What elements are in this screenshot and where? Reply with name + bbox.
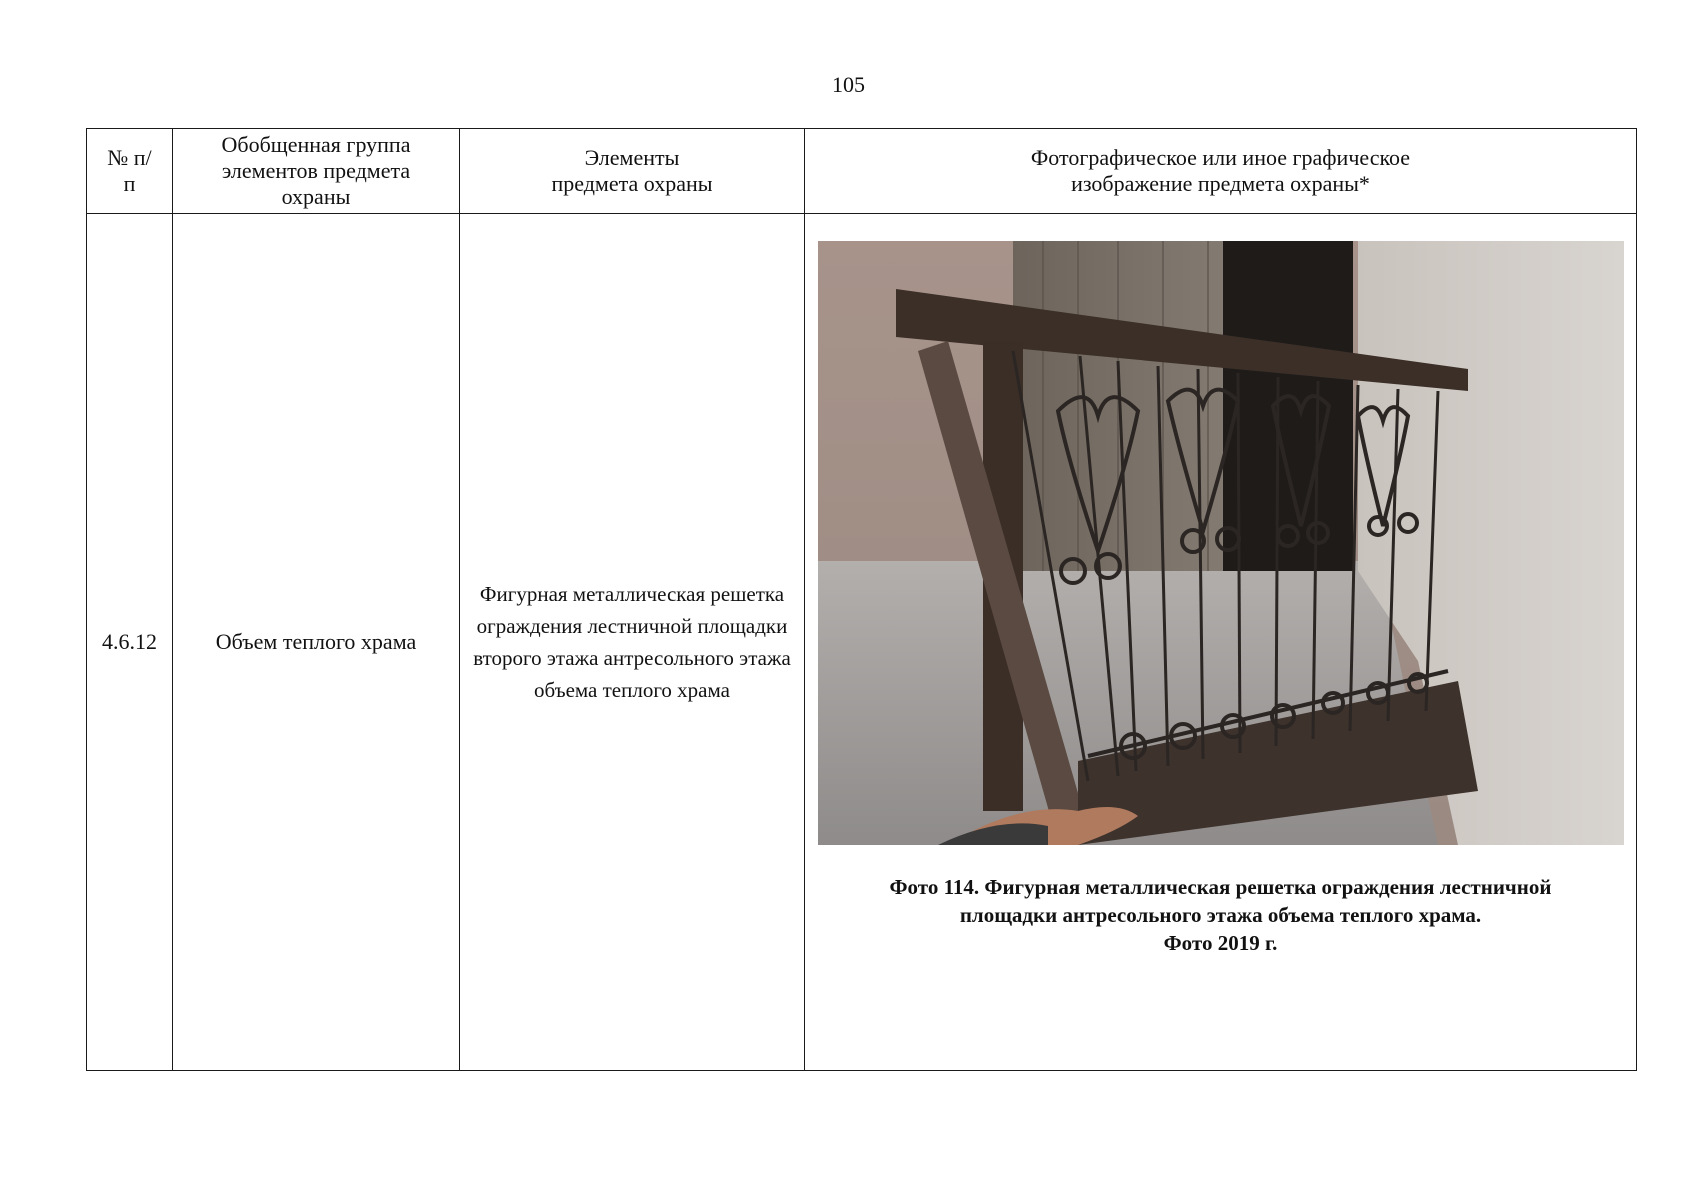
header-elements: Элементы предмета охраны	[460, 129, 805, 214]
railing-photo	[818, 241, 1624, 845]
photo-caption	[805, 873, 1636, 957]
table-row	[87, 214, 1637, 1071]
photo-caption-line: Фото 2019 г.	[1163, 931, 1278, 955]
row-element: Фигурная металлическая решетка ограждения лестничной площадки второго этажа антресольного этажа объема теплого храма	[460, 214, 805, 1071]
row-photo-cell	[805, 214, 1637, 1071]
row-group: Объем теплого храма	[173, 214, 460, 1071]
table-header-row	[87, 129, 1637, 214]
photo-caption-line: Фото 114. Фигурная металлическая решетка ограждения лестничной	[889, 875, 1552, 899]
header-number: № п/п	[87, 129, 173, 214]
photo-caption-line: площадки антресольного этажа объема теплого храма.	[959, 903, 1482, 927]
protection-elements-table	[86, 128, 1637, 1071]
header-group: Обобщенная группа элементов предмета охраны	[173, 129, 460, 214]
header-photo: Фотографическое или иное графическое изображение предмета охраны*	[805, 129, 1637, 214]
page-number: 105	[832, 72, 865, 97]
row-number: 4.6.12	[87, 214, 173, 1071]
